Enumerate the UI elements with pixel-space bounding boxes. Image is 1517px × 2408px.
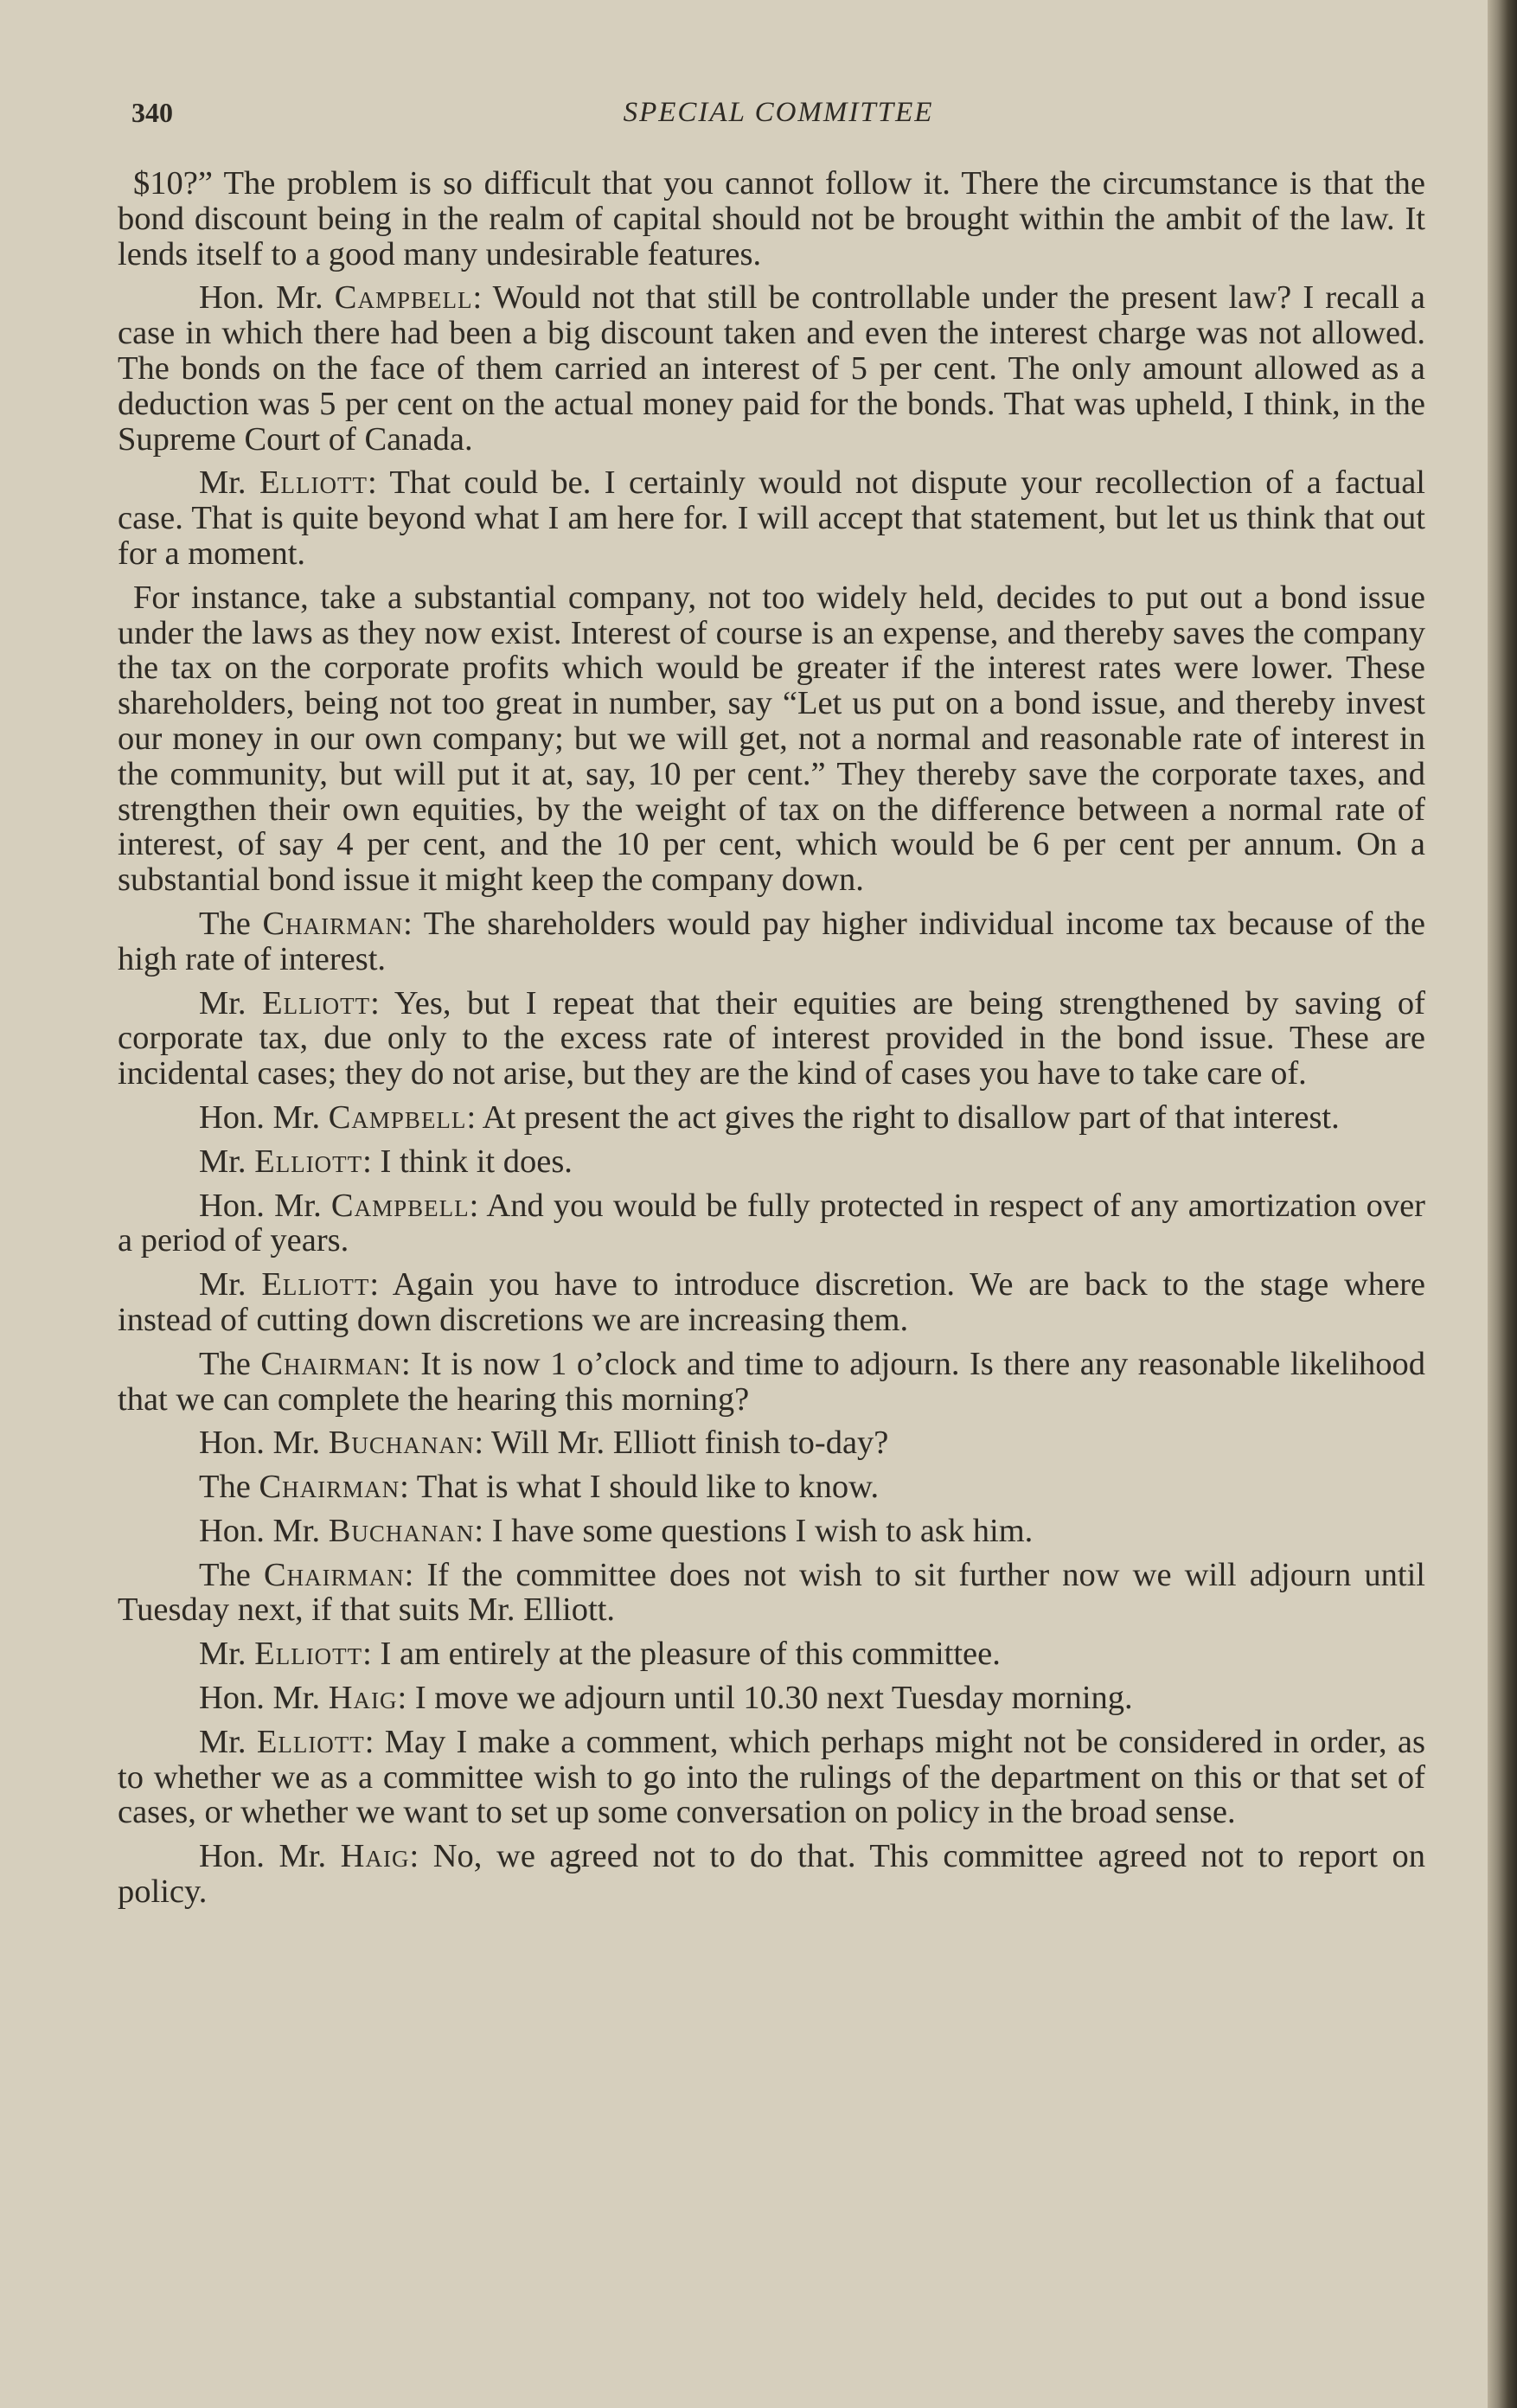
paragraph-16 <box>118 1636 1425 1672</box>
speaker-prefix: Hon. Mr. <box>199 1680 329 1717</box>
paragraph-text: : Will Mr. Elliott finish to-day? <box>474 1425 889 1462</box>
paragraph-8 <box>118 1144 1425 1180</box>
paragraph-text: : It is now 1 o’clock and time to adjourn. Is there any reasonable likelihood that we can complete the hearing this morning? <box>118 1345 1425 1418</box>
paragraph-6 <box>118 986 1425 1092</box>
speaker-name: Elliott <box>259 464 368 502</box>
paragraph-17 <box>118 1681 1425 1716</box>
paragraph-text: : If the committee does not wish to sit further now we will adjourn until Tuesday next, if that suits Mr. Elliott. <box>118 1556 1425 1629</box>
paragraph-7 <box>118 1100 1425 1136</box>
speaker-name: Elliott <box>254 1143 363 1180</box>
paragraph-text: : Yes, but I repeat that their equities are being strengthened by saving of corporate tax, due only to the excess rate of interest provided in the bond issue. These are incidental cases; they do not arise, but they are the kind of cases you have to take care of. <box>118 984 1426 1092</box>
speaker-name: Buchanan <box>328 1425 475 1462</box>
speaker-prefix: Mr. <box>199 1636 255 1673</box>
paragraph-text: : I move we adjourn until 10.30 next Tuesday morning. <box>397 1680 1133 1717</box>
paragraph-text: : I have some questions I wish to ask him. <box>474 1512 1034 1549</box>
speaker-name: Buchanan <box>328 1512 475 1549</box>
speaker-name: Haig <box>328 1680 398 1717</box>
speaker-prefix: The <box>199 1345 261 1382</box>
paragraph-2 <box>118 280 1425 457</box>
paragraph-19 <box>118 1839 1425 1910</box>
speaker-prefix: The <box>199 1469 259 1506</box>
page-header <box>131 97 1425 140</box>
paragraph-text: : The shareholders would pay higher individual income tax because of the high rate of interest. <box>118 905 1425 977</box>
paragraph-text: : That could be. I certainly would not dispute your recollection of a factual case. That is quite beyond what I am here for. I will accept that statement, but let us think that out for a moment. <box>118 464 1426 572</box>
paragraph-5 <box>118 906 1425 977</box>
paragraph-text: For instance, take a substantial company, not too widely held, decides to put out a bond issue under the laws as they now exist. Interest of course is an expense, and thereby saves the company the tax on the corporate profits which would be greater if the interest rates were lower. These shareholders, being not too great in number, say “Let us put on a bond issue, and thereby invest our money in our own company; but we will get, not a normal and reasonable rate of interest in the community, but will put it at, say, 10 per cent.” They thereby save the corporate taxes, and strengthen their own equities, by the weight of tax on the difference between a normal rate of interest, of say 4 per cent, and the 10 per cent, which would be 6 per cent per annum. On a substantial bond issue it might keep the company down. <box>118 579 1425 899</box>
speaker-prefix: Hon. Mr. <box>199 1187 331 1224</box>
speaker-prefix: Mr. <box>199 1723 257 1760</box>
paragraph-text: : At present the act gives the right to disallow part of that interest. <box>466 1098 1340 1136</box>
speaker-prefix: The <box>199 905 263 942</box>
paragraph-9 <box>118 1188 1425 1259</box>
speaker-prefix: Mr. <box>199 1266 262 1303</box>
speaker-prefix: Mr. <box>199 464 259 502</box>
speaker-name: Campbell <box>330 1187 470 1224</box>
paragraph-text: : Again you have to introduce discretion. We are back to the stage where instead of cutting down discretions we are increasing them. <box>118 1266 1425 1338</box>
book-gutter-shadow <box>1488 0 1517 2408</box>
transcript-body <box>118 166 1425 1918</box>
paragraph-text: : And you would be fully protected in respect of any amortization over a period of years. <box>118 1187 1425 1259</box>
page-number: 340 <box>131 97 173 128</box>
speaker-name: Campbell <box>328 1098 467 1136</box>
speaker-prefix: Hon. Mr. <box>199 1838 341 1875</box>
paragraph-text: : May I make a comment, which perhaps might not be considered in order, as to whether we as a committee wish to go into the rulings of the department on this or that set of cases, or whether we want to set up some conversation on policy in the broad sense. <box>118 1723 1425 1831</box>
paragraph-11 <box>118 1347 1425 1418</box>
speaker-name: Chairman <box>262 905 404 942</box>
paragraph-14 <box>118 1514 1425 1549</box>
speaker-name: Haig <box>340 1838 410 1875</box>
paragraph-text: : I think it does. <box>362 1143 573 1180</box>
paragraph-text: : No, we agreed not to do that. This committee agreed not to report on policy. <box>118 1838 1425 1911</box>
speaker-prefix: The <box>199 1556 264 1593</box>
speaker-prefix: Hon. Mr. <box>199 1098 329 1136</box>
speaker-prefix: Mr. <box>199 1143 255 1180</box>
speaker-name: Elliott <box>262 984 371 1021</box>
paragraph-text: : Would not that still be controllable under the present law? I recall a case in which there had been a big discount taken and even the interest charge was not allowed. The bonds on the face of them carried an interest of 5 per cent. The only amount allowed as a deduction was 5 per cent on the actual money paid for the bonds. That was upheld, I think, in the Supreme Court of Canada. <box>118 279 1426 458</box>
speaker-name: Chairman <box>263 1556 405 1593</box>
speaker-name: Chairman <box>259 1469 400 1506</box>
paragraph-13 <box>118 1470 1425 1505</box>
paragraph-4 <box>118 580 1425 898</box>
paragraph-1 <box>118 166 1425 272</box>
speaker-name: Campbell <box>334 279 473 317</box>
paragraph-text: : That is what I should like to know. <box>400 1469 880 1506</box>
paragraph-3 <box>118 465 1425 571</box>
speaker-name: Elliott <box>254 1636 363 1673</box>
paragraph-text: : I am entirely at the pleasure of this committee. <box>362 1636 1001 1673</box>
speaker-name: Elliott <box>261 1266 370 1303</box>
paragraph-10 <box>118 1267 1425 1338</box>
speaker-name: Elliott <box>256 1723 365 1760</box>
paragraph-15 <box>118 1558 1425 1629</box>
speaker-prefix: Hon. Mr. <box>199 1425 329 1462</box>
speaker-prefix: Hon. Mr. <box>199 279 335 317</box>
paragraph-18 <box>118 1725 1425 1830</box>
speaker-prefix: Hon. Mr. <box>199 1512 329 1549</box>
speaker-name: Chairman <box>260 1345 402 1382</box>
speaker-prefix: Mr. <box>199 984 263 1021</box>
running-head: SPECIAL COMMITTEE <box>623 97 934 128</box>
paragraph-12 <box>118 1425 1425 1461</box>
paragraph-text: $10?” The problem is so difficult that you cannot follow it. There the circumstance is that the bond discount being in the realm of capital should not be brought within the ambit of the law. It lends itself to a good many undesirable features. <box>118 165 1425 272</box>
